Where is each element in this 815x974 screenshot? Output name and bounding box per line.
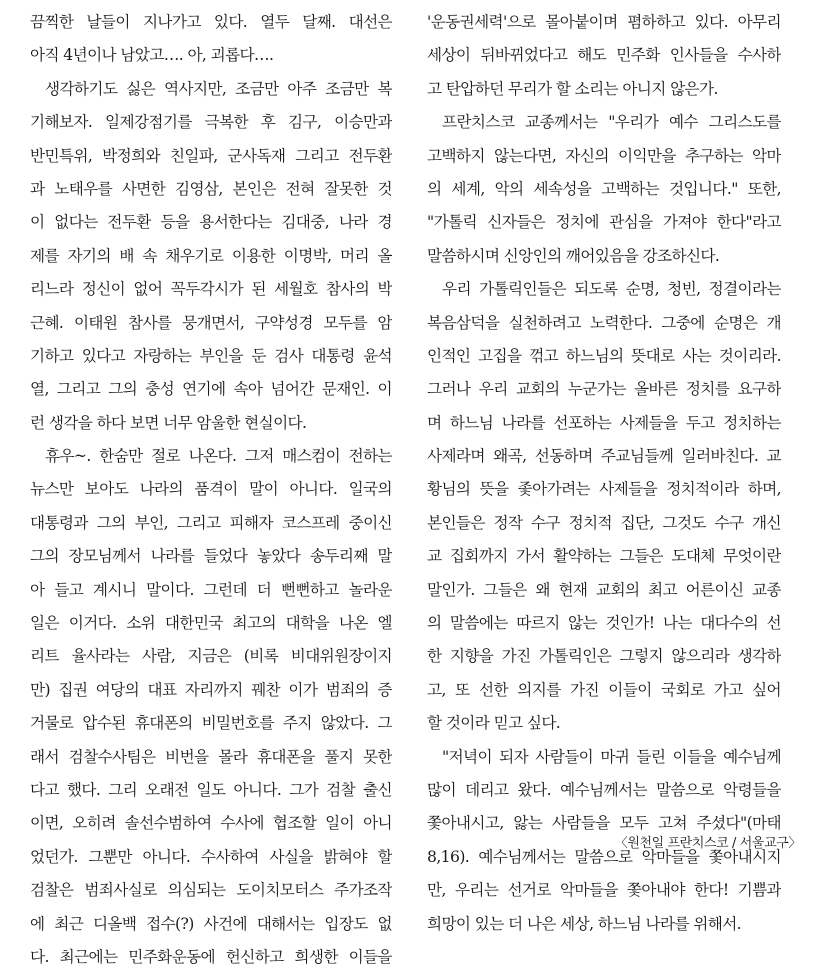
text-line: 열, 그리고 그의 충성 연기에 속아 넘어간 문재인. 이: [30, 380, 392, 399]
text-line: 복음삼덕을 실천하려고 노력한다. 그중에 순명은 개: [427, 313, 781, 332]
article-left-column: [30, 6, 392, 974]
text-line: 기하고 있다고 자랑하는 부인을 둔 검사 대통령 윤석: [30, 346, 392, 365]
text-line: 제를 자기의 배 속 채우기로 이용한 이명박, 머리 올: [30, 246, 392, 265]
text-line: 세상이 뒤바뀌었다고 해도 민주화 인사들을 수사하: [427, 46, 781, 65]
text-line: 말씀하시며 신앙인의 깨어있음을 강조하신다.: [427, 246, 720, 265]
text-line: 대통령과 그의 부인, 그리고 피해자 코스프레 중이신: [30, 513, 392, 532]
text-line: 그러나 우리 교회의 누군가는 올바른 정치를 요구하: [427, 380, 781, 399]
article-right-column: [427, 6, 781, 941]
text-line: 8,16). 예수님께서는 말씀으로 악마들을 쫓아내시지: [427, 847, 781, 866]
text-line: 많이 데리고 왔다. 예수님께서는 말씀으로 악령들을: [427, 780, 781, 799]
text-line: 고, 또 선한 의지를 가진 이들이 국회로 가고 싶어: [427, 680, 781, 699]
text-line: 황님의 뜻을 좇아가려는 사제들을 정치적이라 하며,: [427, 480, 781, 499]
text-line: 끔찍한 날들이 지나가고 있다. 열두 달째. 대선은: [30, 13, 392, 31]
text-line: 고백하지 않는다면, 자신의 이익만을 추구하는 악마: [427, 146, 781, 165]
text-line: 며 하느님 나라를 선포하는 사제들을 두고 정치하는: [427, 413, 781, 432]
text-line: 쫓아내시고, 앓는 사람들을 모두 고쳐 주셨다"(마태: [427, 814, 781, 833]
text-line: 사제라며 왜곡, 선동하며 주교님들께 일러바친다. 교: [427, 447, 781, 466]
text-line: 할 것이라 믿고 싶다.: [427, 714, 561, 733]
author-byline: 〈원천일 프란치스코 / 서울교구〉: [614, 836, 801, 851]
text-line: 래서 검찰수사팀은 비번을 몰라 휴대폰을 풀지 못한: [30, 747, 392, 766]
text-line: 고 탄압하던 무리가 할 소리는 아니지 않은가.: [427, 79, 718, 98]
text-line: 기해보자. 일제강점기를 극복한 후 김구, 이승만과: [30, 113, 392, 132]
text-line: 프란치스코 교종께서는 "우리가 예수 그리스도를: [442, 113, 781, 132]
text-line: 휴우~. 한숨만 절로 나온다. 그저 매스컴이 전하는: [45, 447, 392, 466]
text-line: 말인가. 그들은 왜 현재 교회의 최고 어른이신 교종: [427, 580, 781, 599]
text-line: 이 없다는 전두환 등을 용서한다는 김대중, 나라 경: [30, 213, 392, 232]
text-line: 과 노태우를 사면한 김영삼, 본인은 전혀 잘못한 것: [30, 179, 392, 198]
text-line: '운동권세력'으로 몰아붙이며 폄하하고 있다. 아무리: [427, 13, 781, 31]
text-line: 일은 이거다. 소위 대한민국 최고의 대학을 나온 엘: [30, 614, 392, 633]
text-line: 반민특위, 박정희와 친일파, 군사독재 그리고 전두환: [30, 146, 392, 165]
text-line: 근혜. 이태원 참사를 뭉개면서, 구약성경 모두를 암: [30, 313, 392, 332]
text-line: 생각하기도 싫은 역사지만, 조금만 아주 조금만 복: [45, 79, 392, 98]
text-line: 런 생각을 하다 보면 너무 암울한 현실이다.: [30, 413, 307, 432]
text-line: 교 집회까지 가서 활약하는 그들은 도대체 무엇이란: [427, 547, 781, 566]
text-line: 의 말씀에는 따르지 않는 것인가! 나는 대다수의 선: [427, 614, 781, 633]
text-line: 검찰은 범죄사실로 의심되는 도이치모터스 주가조작: [30, 881, 392, 900]
text-line: 에 최근 디올백 접수(?) 사건에 대해서는 입장도 없: [30, 914, 392, 933]
text-line: 한 지향을 가진 가톨릭인은 그렇지 않으리라 생각하: [427, 647, 781, 666]
text-line: "가톨릭 신자들은 정치에 관심을 가져야 한다"라고: [427, 213, 781, 232]
text-line: 리느라 정신이 없어 꼭두각시가 된 세월호 참사의 박: [30, 280, 392, 299]
text-line: 이면, 오히려 솔선수범하여 수사에 협조할 일이 아니: [30, 814, 392, 833]
text-line: "저녁이 되자 사람들이 마귀 들린 이들을 예수님께: [442, 747, 781, 766]
text-line: 아직 4년이나 남았고…. 아, 괴롭다….: [30, 46, 274, 65]
text-line: 다고 했다. 그리 오래전 일도 아니다. 그가 검찰 출신: [30, 780, 392, 799]
text-line: 의 세계, 악의 세속성을 고백하는 것입니다." 또한,: [427, 179, 781, 198]
text-line: 아 들고 계시니 말이다. 그런데 더 뻔뻔하고 놀라운: [30, 580, 392, 599]
text-line: 만) 집권 여당의 대표 자리까지 꿰찬 이가 범죄의 증: [30, 680, 392, 699]
text-line: 뉴스만 보아도 나라의 품격이 말이 아니다. 일국의: [30, 480, 392, 499]
text-line: 인적인 고집을 꺾고 하느님의 뜻대로 사는 것이리라.: [427, 346, 781, 365]
text-line: 희망이 있는 더 나은 세상, 하느님 나라를 위해서.: [427, 914, 742, 933]
text-line: 우리 가톨릭인들은 되도록 순명, 청빈, 정결이라는: [442, 280, 781, 299]
text-line: 거물로 압수된 휴대폰의 비밀번호를 주지 않았다. 그: [30, 714, 392, 733]
text-line: 본인들은 정작 수구 정치적 집단, 그것도 수구 개신: [427, 513, 781, 532]
text-line: 었던가. 그뿐만 아니다. 수사하여 사실을 밝혀야 할: [30, 847, 392, 866]
text-line: 리트 율사라는 사람, 지금은 (비록 비대위원장이지: [30, 647, 392, 666]
text-line: 만, 우리는 선거로 악마들을 쫓아내야 한다! 기쁨과: [427, 881, 781, 900]
text-line: 다. 최근에는 민주화운동에 헌신하고 희생한 이들을: [30, 947, 392, 966]
text-line: 그의 장모님께서 나라를 들었다 놓았다 송두리째 말: [30, 547, 392, 566]
